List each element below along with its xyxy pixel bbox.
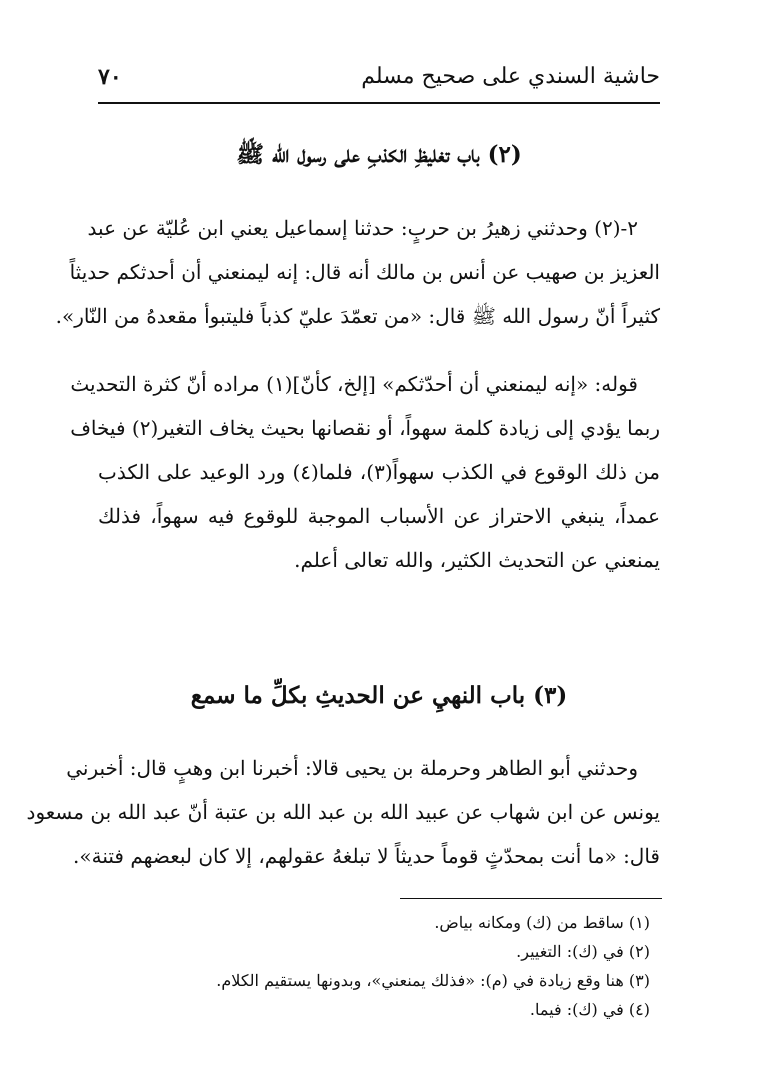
hadith-2-line-1: وحدثني أبو الطاهر وحرملة بن يحيى قالا: أخبرنا ابن وهبٍ قال: أخبرني — [66, 756, 638, 780]
footnote-divider — [400, 898, 662, 899]
chapter-heading-1: (٢) باب تغليظِ الكذبِ على رسول الله ﷺ — [236, 141, 522, 168]
hadith-2-line-3: قال: «ما أنت بمحدّثٍ قوماً حديثاً لا تبلغهُ عقولهم، إلا كان لبعضهم فتنة». — [73, 844, 660, 868]
running-title: حاشية السندي على صحيح مسلم — [361, 64, 660, 89]
hadith-1-line-1: ٢-(٢) وحدثني زهيرُ بن حربٍ: حدثنا إسماعيل يعني ابن عُليّة عن عبد — [87, 216, 638, 240]
footnotes — [98, 908, 660, 1024]
commentary-line-2: ربما يؤدي إلى زيادة كلمة سهواً، أو نقصانها بحيث يخاف التغير(٢) فيخاف — [70, 416, 660, 440]
commentary-line-5: يمنعني عن التحديث الكثير، والله تعالى أعلم. — [294, 548, 660, 572]
footnote-4: (٤) في (ك): فيما. — [529, 1000, 650, 1019]
footnote-2: (٢) في (ك): التغيير. — [516, 942, 650, 961]
hadith-text-1 — [55, 206, 660, 338]
commentary-line-1: قوله: «إنه ليمنعني أن أحدّثكم» [إلخ، كأنّ](١) مراده أنّ كثرة التحديث — [70, 372, 638, 396]
page-number: ٧٠ — [98, 64, 122, 90]
hadith-1-line-2: العزيز بن صهيب عن أنس بن مالك أنه قال: إنه ليمنعني أن أحدثكم حديثاً — [69, 260, 660, 284]
commentary-text — [70, 362, 661, 582]
footnote-3: (٣) هنا وقع زيادة في (م): «فذلك يمنعني»، وبدونها يستقيم الكلام. — [216, 971, 650, 990]
page-header — [98, 58, 660, 98]
footnote-1: (١) ساقط من (ك) ومكانه بياض. — [434, 913, 650, 932]
hadith-2-line-2: يونس عن ابن شهاب عن عبيد الله بن عبد الله بن عتبة أنّ عبد الله بن مسعود — [26, 800, 660, 824]
chapter-heading-2: (٣) باب النهيِ عن الحديثِ بكلِّ ما سمع — [190, 682, 568, 709]
commentary-line-4: عمداً، ينبغي الاحتراز عن الأسباب الموجبة للوقوع فيه سهواً، فذلك — [98, 504, 660, 528]
header-divider — [98, 102, 660, 104]
hadith-1-line-3: كثيراً أنّ رسول الله ﷺ قال: «من تعمّدَ عليّ كذباً فليتبوأ مقعدهُ من النّار». — [55, 304, 660, 328]
commentary-line-3: من ذلك الوقوع في الكذب سهواً(٣)، فلما(٤) ورد الوعيد على الكذب — [98, 460, 661, 484]
hadith-text-2 — [26, 746, 660, 878]
